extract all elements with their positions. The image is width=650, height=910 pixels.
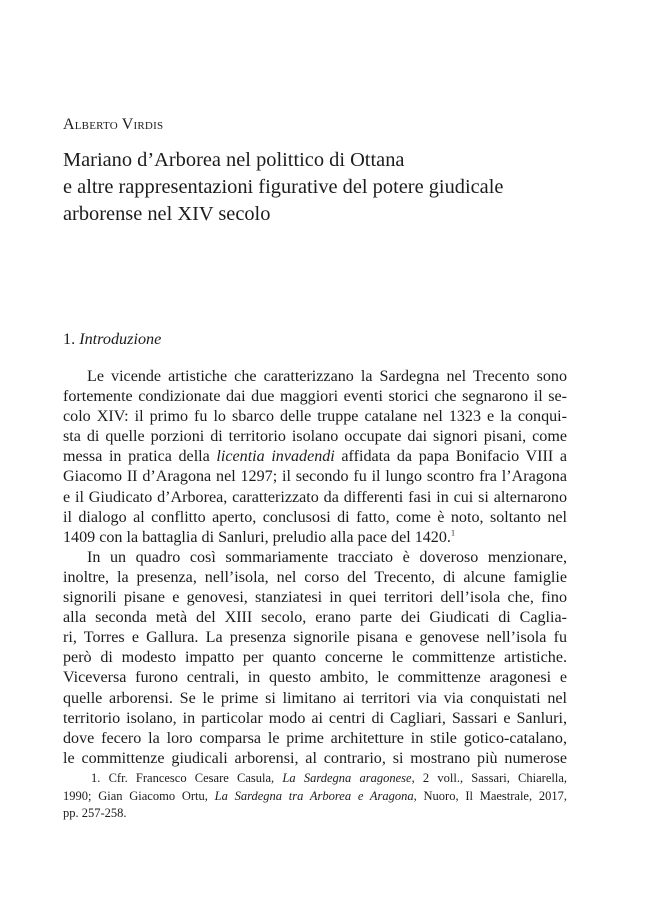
footnote-line: 1. Cfr. Francesco Cesare Casula, La Sardegna aragonese, 2 voll., Sassari, Chiarella, xyxy=(91,771,567,785)
text-line: Viceversa furono centrali, in questo ambito, le committenze aragonesi e xyxy=(63,669,567,687)
footnote-line: 1990; Gian Giacomo Ortu, La Sardegna tra Arborea e Aragona, Nuoro, Il Maestrale, 2017, xyxy=(63,788,567,803)
text-line: 1409 con la battaglia di Sanluri, preludio alla pace del 1420.$^1$ xyxy=(63,528,455,546)
text-line: messa in pratica della licentia invadendi affidata da papa Bonifacio VIII a xyxy=(63,448,567,466)
text-line: quelle arborensi. Se le prime si limitano ai territori via via conquistati nel xyxy=(63,689,567,707)
text-line: fortemente condizionate dai due maggiori eventi storici che segnarono il se- xyxy=(63,388,567,406)
text-line: dove fecero la loro comparsa le prime architetture in stile gotico-catalano, xyxy=(63,729,567,747)
text-line: le committenze giudicali arborensi, al contrario, si mostrano più numerose xyxy=(63,749,567,767)
text-line: però di modesto impatto per quanto concerne le committenze artistiche. xyxy=(63,649,567,667)
text-line: Giacomo II d’Aragona nel 1297; il secondo fu il lungo scontro fra l’Aragona xyxy=(63,468,567,486)
section-number: 1. xyxy=(63,330,76,348)
text-line: colo XIV: il primo fu lo sbarco delle truppe catalane nel 1323 e la conqui- xyxy=(63,408,567,426)
text-line: e il Giudicato d’Arborea, caratterizzato da differenti fasi in cui si alternarono xyxy=(63,488,567,506)
book-title: La Sardegna tra Arborea e Aragona xyxy=(214,788,414,803)
article-title xyxy=(63,147,567,228)
text-line: Le vicende artistiche che caratterizzano la Sardegna nel Trecento sono xyxy=(87,368,567,385)
title-line: e altre rappresentazioni figurative del potere giudicale xyxy=(63,176,504,198)
text-line: sta di quelle porzioni di territorio isolano occupate dai signori pisani, come xyxy=(63,428,567,446)
footnote-marker[interactable]: 1 xyxy=(450,528,455,538)
latin-phrase: licentia invadendi xyxy=(216,448,335,466)
text-line: signorili pisane e genovesi, stanziatesi in quei territori dell’isola che, fino xyxy=(63,589,567,607)
section-heading xyxy=(63,330,161,349)
title-line: Mariano d’Arborea nel polittico di Ottana xyxy=(63,149,405,171)
title-line: arborense nel XIV secolo xyxy=(63,203,271,225)
footnote xyxy=(63,770,567,823)
section-name: Introduzione xyxy=(79,330,162,348)
footnote-line: pp. 257-258. xyxy=(63,806,127,820)
text-line: territorio isolano, in particolar modo ai centri di Cagliari, Sassari e Sanluri, xyxy=(63,709,567,727)
text-line: ri, Torres e Gallura. La presenza signorile pisana e genovese nell’isola fu xyxy=(63,629,567,647)
text-line: inoltre, la presenza, nell’isola, nel corso del Trecento, di alcune famiglie xyxy=(63,568,567,586)
author-name: Alberto Virdis xyxy=(63,116,164,133)
text-line: In un quadro così sommariamente tracciato è doveroso menzionare, xyxy=(87,548,567,566)
text-line: il dialogo al conflitto aperto, conclusosi di fatto, come è noto, soltanto nel xyxy=(63,508,567,526)
document-page xyxy=(63,0,567,910)
body-text xyxy=(63,367,567,769)
text-line: alla seconda metà del XIII secolo, erano parte dei Giudicati di Caglia- xyxy=(63,609,567,627)
book-title: La Sardegna aragonese xyxy=(282,771,412,785)
